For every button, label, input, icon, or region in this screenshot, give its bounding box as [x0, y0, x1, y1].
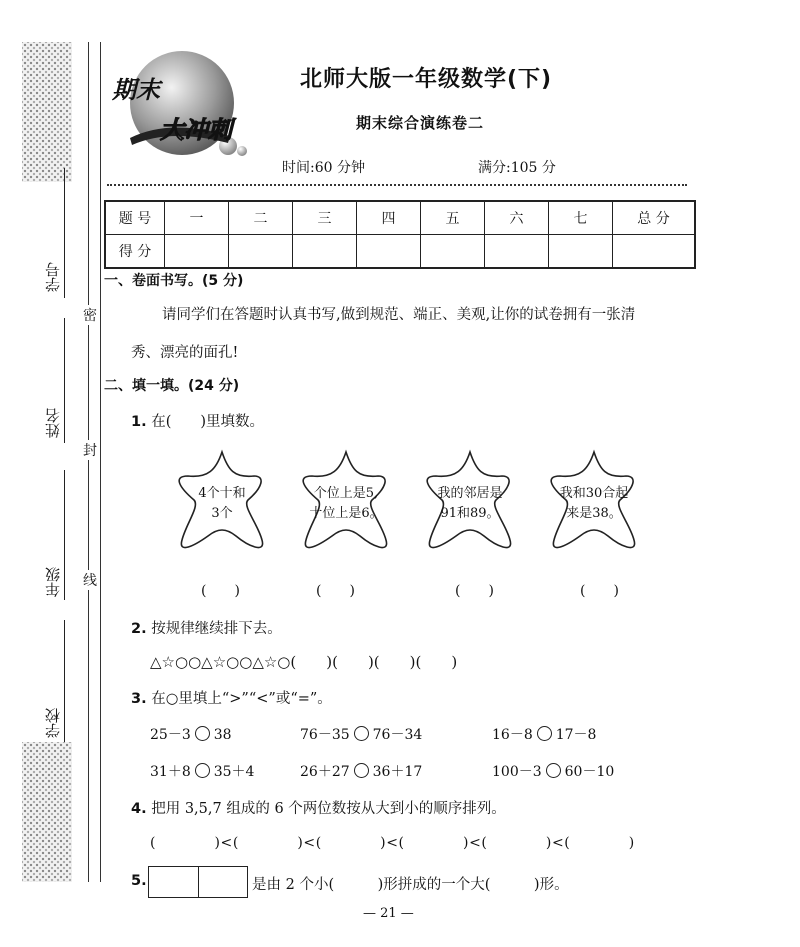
q2-pattern[interactable]: △☆○○△☆○○△☆○( )( )( )( ): [150, 653, 458, 671]
flower-text: [162, 484, 282, 524]
field-school-label: 学校: [44, 708, 62, 738]
flower-text: [286, 484, 406, 524]
seal-mark-mi: 密: [83, 305, 97, 325]
section2-heading: 二、填一填。(24 分): [104, 378, 240, 394]
logo: [110, 48, 260, 163]
field-name-label: 姓名: [44, 408, 62, 438]
field-grade-label: 年级: [44, 567, 62, 597]
q3-number: 3.: [131, 691, 147, 707]
compare-circle[interactable]: [354, 763, 369, 778]
q1: [131, 410, 264, 431]
flower-line-1: 个位上是5,: [313, 486, 379, 501]
q1-number: 1.: [131, 414, 147, 430]
q3-item-2: [300, 724, 422, 744]
section1-text-line1: 请同学们在答题时认真书写,做到规范、端正、美观,让你的试卷拥有一张清: [162, 307, 636, 323]
score-input-cell[interactable]: [421, 235, 485, 269]
field-name-blank[interactable]: [64, 318, 65, 443]
page-subtitle: 期末综合演练卷二: [356, 114, 485, 132]
exam-full-score: 满分:105 分: [478, 160, 556, 176]
table-cell: 题 号: [105, 201, 165, 235]
q3-item-5: [300, 761, 422, 781]
margin-line: [100, 42, 101, 882]
flower-card-4: [534, 448, 654, 558]
field-student-id-label: 学号: [44, 262, 62, 292]
q1-answer-blank-4[interactable]: ( ): [580, 583, 619, 599]
table-cell: 七: [549, 201, 613, 235]
q1-answer-blank-2[interactable]: ( ): [316, 583, 355, 599]
flower-line-2: 3个: [211, 506, 233, 521]
binding-line: [88, 42, 89, 882]
flower-line-1: 我的邻居是: [437, 486, 503, 501]
table-cell: 总 分: [613, 201, 696, 235]
compare-circle[interactable]: [546, 763, 561, 778]
q4-sequence[interactable]: ( )<( )<( )<( )<( )<( ): [150, 835, 635, 851]
q2: [131, 617, 282, 638]
compare-circle[interactable]: [195, 763, 210, 778]
compare-circle[interactable]: [354, 726, 369, 741]
q3-item-4: [150, 761, 254, 781]
flower-card-1: [162, 448, 282, 558]
flower-line-2: 十位上是6。: [309, 506, 383, 521]
section1-text-line2: 秀、漂亮的面孔!: [131, 345, 239, 361]
logo-text-2: 大冲刺: [160, 116, 232, 144]
q3-item-3: [492, 724, 596, 744]
binding-pattern-bottom: [22, 742, 72, 882]
score-table: [104, 200, 696, 269]
score-input-cell[interactable]: [357, 235, 421, 269]
q3-left: 25－3: [150, 727, 191, 743]
score-input-cell[interactable]: [613, 235, 696, 269]
score-input-cell[interactable]: [229, 235, 293, 269]
q3-text: 在○里填上“>”“<”或“=”。: [151, 691, 332, 707]
compare-circle[interactable]: [195, 726, 210, 741]
score-input-cell[interactable]: [549, 235, 613, 269]
score-table-score-row: [105, 235, 695, 269]
q5-text: 是由 2 个小( )形拼成的一个大( )形。: [252, 877, 569, 893]
q3-right: 35＋4: [213, 764, 255, 780]
q3-item-1: [150, 724, 232, 744]
flower-text: [534, 484, 654, 524]
flower-line-2: 来是38。: [566, 506, 622, 521]
q3: [131, 687, 332, 708]
field-grade-blank[interactable]: [64, 470, 65, 600]
table-cell: 四: [357, 201, 421, 235]
q3-left: 16－8: [492, 727, 533, 743]
q3-right: 38: [213, 727, 232, 743]
q1-answer-blank-1[interactable]: ( ): [201, 583, 240, 599]
flower-card-2: [286, 448, 406, 558]
seal-mark-xian: 线: [83, 570, 97, 590]
dotted-divider: [107, 184, 687, 186]
seal-mark-feng: 封: [83, 440, 97, 460]
compare-circle[interactable]: [537, 726, 552, 741]
q3-left: 31＋8: [150, 764, 191, 780]
table-cell: 三: [293, 201, 357, 235]
exam-time: 时间:60 分钟: [282, 160, 365, 176]
table-cell: 二: [229, 201, 293, 235]
q3-item-6: [492, 761, 614, 781]
page-title: 北师大版一年级数学(下): [300, 67, 553, 92]
score-input-cell[interactable]: [165, 235, 229, 269]
logo-graphic: [110, 48, 260, 163]
flower-card-3: [410, 448, 530, 558]
q4: [131, 797, 506, 818]
two-square-rectangle: [148, 866, 248, 898]
q2-number: 2.: [131, 621, 147, 637]
score-input-cell[interactable]: [293, 235, 357, 269]
q3-right: 17－8: [555, 727, 597, 743]
q3-left: 26＋27: [300, 764, 350, 780]
flower-line-2: 91和89。: [440, 506, 500, 521]
flower-line-1: 4个十和: [198, 486, 246, 501]
q3-right: 76－34: [372, 727, 423, 743]
field-student-id-blank[interactable]: [64, 168, 65, 298]
flower-line-1: 我和30合起: [559, 486, 629, 501]
score-input-cell[interactable]: [485, 235, 549, 269]
q3-left: 100－3: [492, 764, 542, 780]
table-cell: 五: [421, 201, 485, 235]
binding-pattern-top: [22, 42, 72, 182]
section1-heading: 一、卷面书写。(5 分): [104, 273, 244, 289]
q3-right: 60－10: [564, 764, 615, 780]
q3-right: 36＋17: [372, 764, 423, 780]
field-school-blank[interactable]: [64, 620, 65, 742]
table-cell: 一: [165, 201, 229, 235]
q4-number: 4.: [131, 801, 147, 817]
q5-number: 5.: [131, 873, 147, 889]
q1-answer-blank-3[interactable]: ( ): [455, 583, 494, 599]
score-table-header-row: [105, 201, 695, 235]
table-cell: 六: [485, 201, 549, 235]
logo-text-1: 期末: [112, 76, 160, 104]
flower-text: [410, 484, 530, 524]
q2-text: 按规律继续排下去。: [151, 621, 282, 637]
table-cell: 得 分: [105, 235, 165, 269]
page-number: — 21 —: [363, 906, 414, 921]
q4-text: 把用 3,5,7 组成的 6 个两位数按从大到小的顺序排列。: [151, 801, 506, 817]
q1-text: 在( )里填数。: [151, 414, 265, 430]
q3-left: 76－35: [300, 727, 350, 743]
